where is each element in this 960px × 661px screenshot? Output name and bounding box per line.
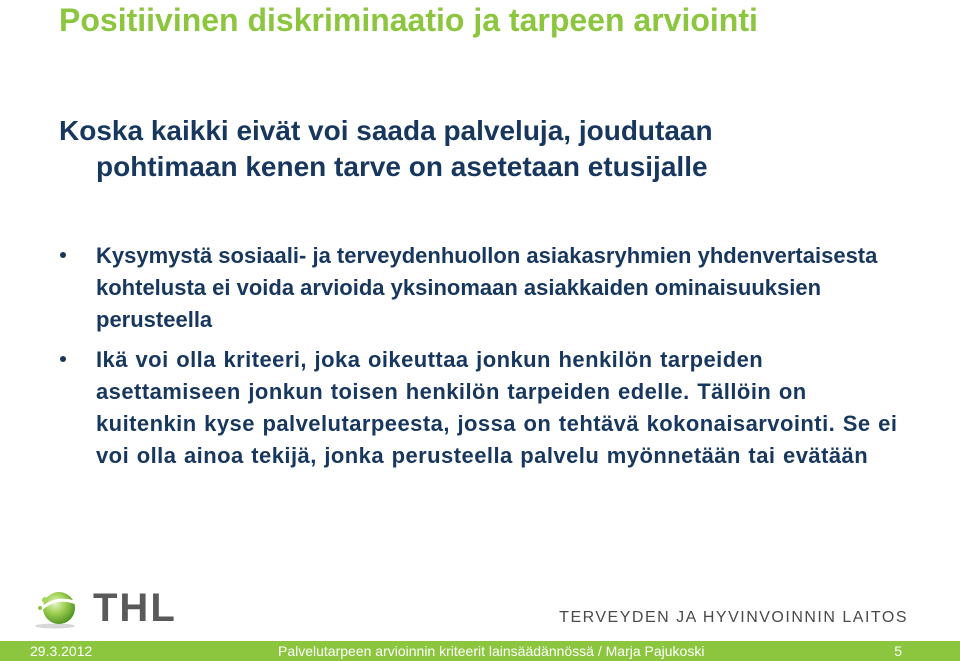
bullet-item-2 bbox=[0, 344, 960, 472]
lead-line-1: Koska kaikki eivät voi saada palveluja, joudutaan bbox=[59, 115, 713, 146]
bullet-dot-icon bbox=[60, 356, 66, 362]
bullet-dot-icon bbox=[60, 252, 66, 258]
footer-date: 29.3.2012 bbox=[30, 643, 93, 659]
green-globe-icon bbox=[33, 589, 85, 629]
lead-line-2: pohtimaan kenen tarve on asetetaan etusijalle bbox=[96, 151, 708, 182]
thl-wordmark: THL bbox=[93, 586, 177, 630]
bullet-item-1 bbox=[0, 240, 960, 336]
slide-title: Positiivinen diskriminaatio ja tarpeen arviointi bbox=[59, 2, 758, 38]
bullet-list bbox=[0, 240, 960, 472]
bullet-text-1: Kysymystä sosiaali- ja terveydenhuollon asiakasryhmien yhdenvertaisesta kohtelusta ei voida arvioida yksinomaan asiakkaiden ominaisuuksien perusteella bbox=[96, 243, 878, 332]
page-number: 5 bbox=[894, 643, 902, 659]
footer-text: Palvelutarpeen arvioinnin kriteerit lainsäädännössä / Marja Pajukoski bbox=[278, 643, 705, 659]
lead-statement bbox=[59, 113, 879, 185]
thl-logo bbox=[33, 586, 177, 631]
organization-name: TERVEYDEN JA HYVINVOINNIN LAITOS bbox=[559, 609, 908, 626]
footer-bar bbox=[0, 641, 960, 661]
bullet-text-2: Ikä voi olla kriteeri, joka oikeuttaa jonkun henkilön tarpeiden asettamiseen jonkun toisen henkilön tarpeiden edelle. Tällöin on kuitenkin kyse palvelutarpeesta, jossa on tehtävä kokonaisarvointi. Se ei voi olla ainoa tekijä, jonka perusteella palvelu myönnetään tai evätään bbox=[96, 347, 898, 468]
